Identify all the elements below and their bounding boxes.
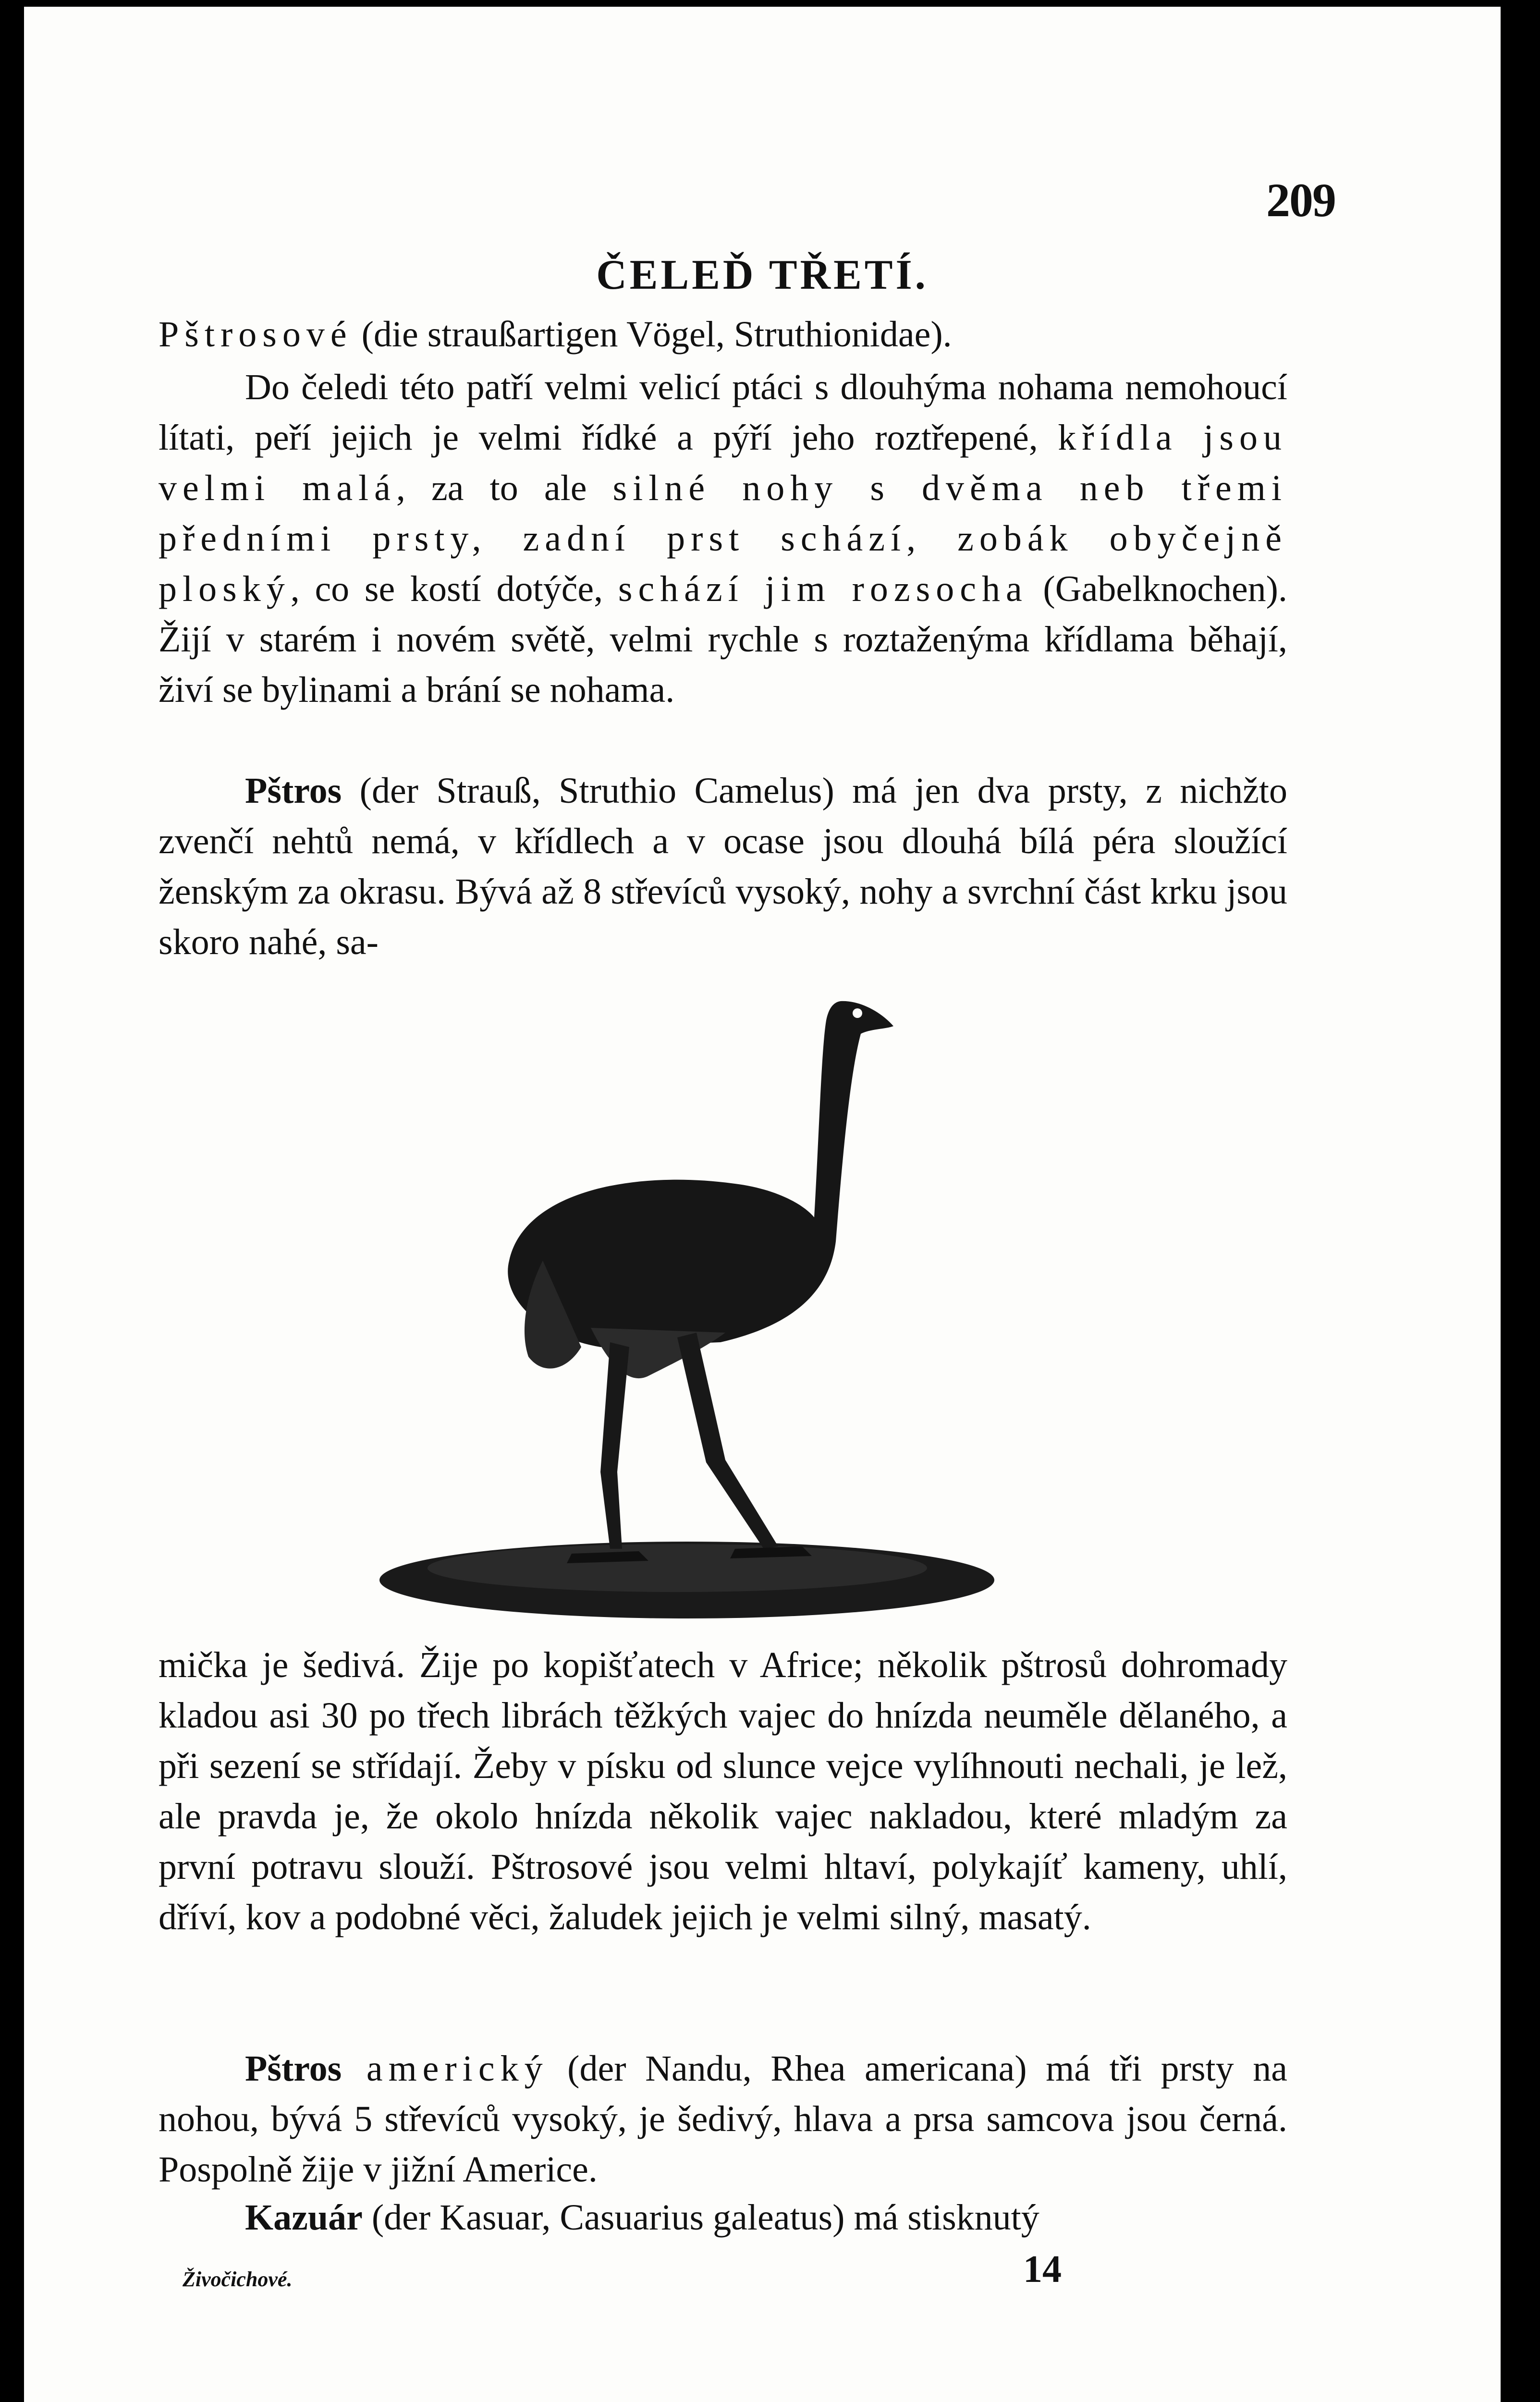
spaced-text-run: schází jim rozsocha	[618, 569, 1028, 609]
text-run: , za to ale	[396, 468, 613, 508]
paragraph-ostrich-continued: mička je šedivá. Žije po kopišťatech v Africe; několik pštrosů dohromady kladou asi 30 po třech librách těžkých vajec do hnízda neuměle dělaného, a při sezení se střídají. Žeby v písku od slunce vejce vylíhnouti nechali, je lež, ale pravda je, že okolo hnízda několik vajec nakladou, které mladým za první potravu slouží. Pštrosové jsou velmi hltaví, polykajíť kameny, uhlí, dříví, kov a podobné věci, žaludek jejich je velmi silný, masatý.	[159, 1645, 1287, 1937]
chapter-title: ČELEĎ TŘETÍ.	[596, 252, 929, 298]
book-page	[24, 7, 1501, 2402]
footer-signature-number: 14	[1023, 2248, 1062, 2291]
ostrich-illustration	[341, 992, 1033, 1659]
family-term: Pštrosové	[159, 314, 353, 355]
text-run: Do čeledi této patří velmi velicí ptáci s dlouhýma nohama nemohoucí lítati, peří jejich je velmi řídké a pýří jeho roztřepené,	[159, 367, 1287, 458]
paragraph-ostrich	[159, 766, 1287, 968]
text-run: (der Kasuar, Casuarius galeatus) má stisknutý	[362, 2197, 1039, 2238]
text-run: (Gabelknochen). Žijí v starém i novém světě, velmi rychle s roztaženýma křídlama běhají, živí se bylinami a brání se nohama.	[159, 569, 1287, 710]
species-term: Pštros	[245, 771, 342, 811]
text-run: (der Strauß, Struthio Camelus) má jen dva prsty, z nichžto zvenčí nehtů nemá, v křídlech a v ocase jsou dlouhá bílá péra sloužící ženským za okrasu. Bývá až 8 střevíců vysoký, nohy a svrchní část krku jsou skoro nahé, sa-	[159, 771, 1287, 962]
text-run: (der Nandu, Rhea americana) má tři prsty na nohou, bývá 5 střevíců vysoký, je šedivý, hlava a prsa samcova jsou černá. Pospolně žije v jižní Americe.	[159, 2048, 1287, 2190]
page-number: 209	[1266, 173, 1335, 227]
text-run: , co se kostí dotýče,	[290, 569, 618, 609]
family-heading-rest: (die straußartigen Vögel, Struthionidae).	[352, 314, 952, 355]
spaced-text-run: silné nohy s dvěma neb třemi předními prsty, zadní prst schází, zobák obyčejně ploský	[159, 468, 1287, 609]
spaced-text-run: americký	[342, 2048, 549, 2089]
paragraph-cassowary	[159, 2193, 1287, 2243]
spaced-text-run: křídla jsou velmi malá	[159, 417, 1287, 508]
paragraph-american-ostrich	[159, 2044, 1287, 2195]
footer-signature-title: Živočichové.	[183, 2267, 293, 2291]
species-term: Kazuár	[245, 2197, 363, 2238]
family-heading	[159, 309, 1287, 360]
species-term: Pštros	[245, 2048, 342, 2089]
paragraph-family-description	[159, 362, 1287, 715]
